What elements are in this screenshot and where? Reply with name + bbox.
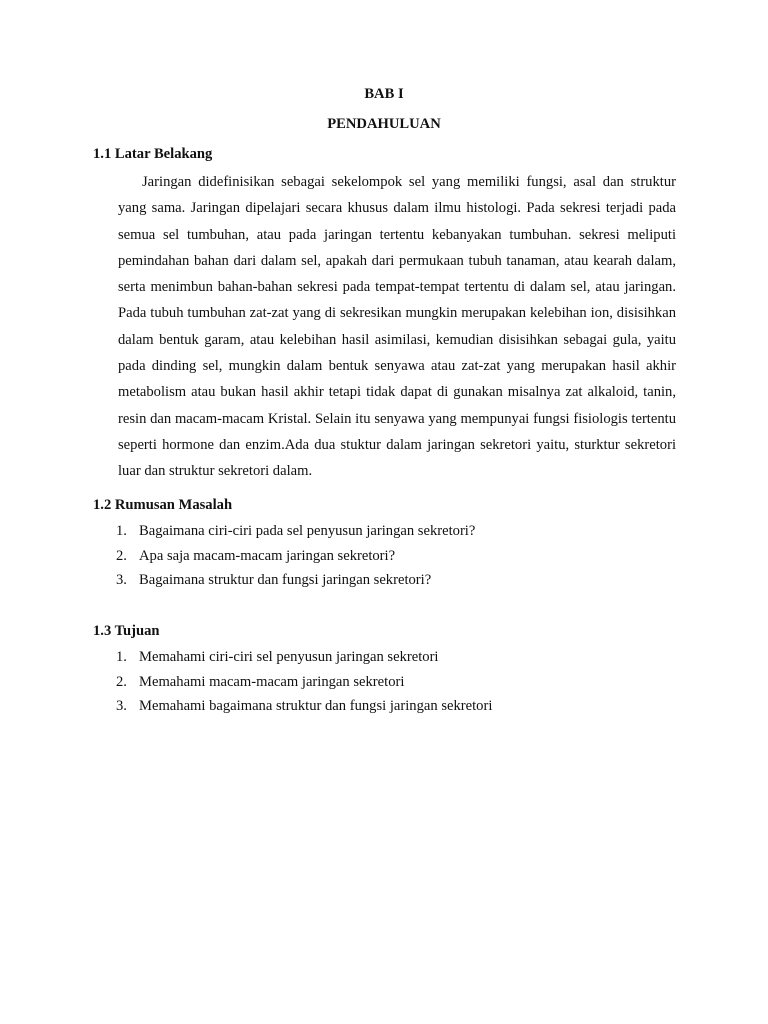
section-heading-rumusan-masalah: 1.2 Rumusan Masalah (93, 497, 233, 513)
list-item-number: 3. (116, 572, 127, 589)
list-item (116, 568, 475, 593)
list-item-text: Bagaimana struktur dan fungsi jaringan sekretori? (139, 572, 432, 589)
list-item (116, 670, 492, 695)
chapter-number: BAB I (364, 86, 404, 102)
list-item-number: 1. (116, 649, 127, 665)
list-item (116, 519, 475, 544)
section-heading-latar-belakang: 1.1 Latar Belakang (93, 146, 213, 162)
list-item-text: Memahami macam-macam jaringan sekretori (139, 673, 405, 690)
list-item-number: 2. (116, 673, 127, 690)
tujuan-list (116, 645, 492, 719)
list-item-text: Memahami ciri-ciri sel penyusun jaringan sekretori (139, 649, 439, 665)
list-item (116, 544, 475, 569)
chapter-title: PENDAHULUAN (327, 116, 441, 132)
list-item-number: 2. (116, 547, 127, 564)
list-item-number: 1. (116, 523, 127, 539)
rumusan-masalah-list (116, 519, 475, 593)
list-item (116, 645, 492, 670)
list-item-text: Memahami bagaimana struktur dan fungsi jaringan sekretori (139, 698, 493, 715)
latar-belakang-paragraph: Jaringan didefinisikan sebagai sekelompok sel yang memiliki fungsi, asal dan struktur yang sama. Jaringan dipelajari secara khusus dalam ilmu histologi. Pada sekresi terjadi pada semua sel tumbuhan, atau pada jaringan tertentu kebanyakan tumbuhan. sekresi meliputi pemindahan bahan dari dalam sel, apakah dari permukaan tubuh tanaman, atau kearah dalam, serta menimbun bahan-bahan sekresi pada tempat-tempat tertentu di dalam sel, atau jaringan. Pada tubuh tumbuhan zat-zat yang di sekresikan mungkin merupakan kelebihan ion, disisihkan dalam bentuk garam, atau kelebihan hasil asimilasi, kemudian disisihkan sebagai gula, yaitu pada dinding sel, mungkin dalam bentuk senyawa atau zat-zat yang merupakan hasil akhir metabolism atau bukan hasil akhir tetapi tidak dapat di gunakan misalnya zat alkaloid, tanin, resin dan macam-macam Kristal. Selain itu senyawa yang mempunyai fungsi fisiologis tertentu seperti hormone dan enzim.Ada dua stuktur dalam jaringan sekretori yaitu, sturktur sekretori luar dan struktur sekretori dalam. (118, 174, 676, 480)
list-item (116, 694, 492, 719)
list-item-number: 3. (116, 698, 127, 715)
list-item-text: Bagaimana ciri-ciri pada sel penyusun jaringan sekretori? (139, 523, 476, 539)
section-heading-tujuan: 1.3 Tujuan (93, 623, 160, 639)
list-item-text: Apa saja macam-macam jaringan sekretori? (139, 547, 396, 564)
